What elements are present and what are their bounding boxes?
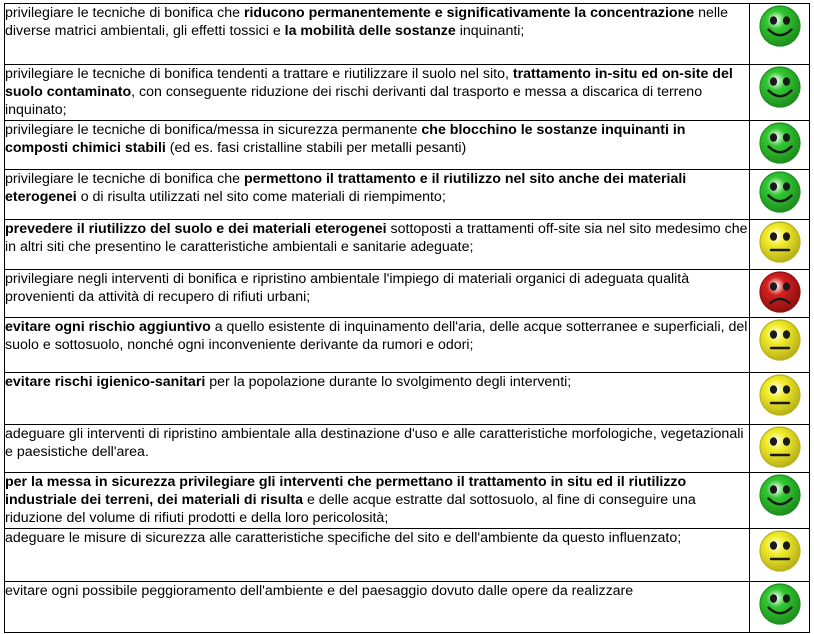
row-description [5,373,750,425]
text-segment: o di risulta utilizzati nel sito come materiali di riempimento; [76,189,446,205]
green-smiley-icon [758,4,802,48]
rating-cell [750,582,810,633]
table-row [5,170,810,220]
bold-text-segment: la mobilità delle sostanze [284,23,456,39]
table-row [5,220,810,270]
bold-text-segment: evitare rischi igienico-sanitari [5,374,206,390]
rating-cell [750,318,810,373]
row-description [5,220,750,270]
yellow-neutral-face-icon [758,425,802,469]
text-segment: , con conseguente riduzione dei rischi derivanti dal trasporto e messa a discarica di terreno inquinato; [5,84,703,118]
row-description [5,425,750,473]
rating-cell [750,529,810,582]
text-segment: e delle acque estratte dal sottosuolo, al fine di conseguire una riduzione del volume di rifiuti prodotti e della loro pericolosità; [5,492,696,526]
row-description [5,170,750,220]
row-description [5,473,750,529]
rating-cell [750,425,810,473]
red-frown-face-icon [758,270,802,314]
bold-text-segment: prevedere il riutilizzo del suolo e dei materiali eterogenei [5,221,387,237]
text-segment: privilegiare le tecniche di bonifica/messa in sicurezza permanente [5,122,422,138]
table-row [5,425,810,473]
row-description [5,318,750,373]
text-segment: inquinanti; [455,23,525,39]
text-segment: privilegiare le tecniche di bonifica che [5,171,244,187]
text-segment: nelle diverse matrici ambientali, gli effetti tossici e [5,5,729,39]
rating-cell [750,473,810,529]
text-segment: privilegiare le tecniche di bonifica tendenti a trattare e riutilizzare il suolo nel sito, [5,66,513,82]
table-row [5,582,810,633]
table-row [5,373,810,425]
table-row [5,270,810,318]
row-description [5,121,750,170]
row-description [5,4,750,65]
table-row [5,318,810,373]
bold-text-segment: che blocchino le sostanze inquinanti in composti chimici stabili [5,122,686,156]
bold-text-segment: evitare ogni rischio aggiuntivo [5,319,211,335]
row-description [5,582,750,633]
rating-cell [750,65,810,121]
table-row [5,529,810,582]
green-smiley-icon [758,121,802,165]
green-smiley-icon [758,170,802,214]
bold-text-segment: trattamento in-situ ed on-site del suolo contaminato [5,66,733,100]
yellow-neutral-face-icon [758,318,802,362]
text-segment: evitare ogni possibile peggioramento dell'ambiente e del paesaggio dovuto dalle opere da realizzare [5,583,634,599]
rating-cell [750,220,810,270]
criteria-table-body [5,4,810,633]
text-segment: sottoposti a trattamenti off-site sia nel sito medesimo che in altri siti che presentino le caratteristiche ambientali e sanitarie adeguate; [5,221,748,255]
yellow-neutral-face-icon [758,220,802,264]
table-row [5,473,810,529]
rating-cell [750,373,810,425]
text-segment: privilegiare le tecniche di bonifica che [5,5,244,21]
bold-text-segment: riducono permanentemente e significativamente la concentrazione [243,5,695,21]
text-segment: privilegiare negli interventi di bonifica e ripristino ambientale l'impiego di materiali organici di adeguata qualità provenienti da attività di recupero di rifiuti urbani; [5,271,690,305]
row-description [5,270,750,318]
table-row [5,121,810,170]
bold-text-segment: permettono il trattamento e il riutilizzo nel sito anche dei materiali eterogenei [5,171,687,205]
table-row [5,65,810,121]
yellow-neutral-face-icon [758,373,802,417]
text-segment: (ed es. fasi cristalline stabili per metalli pesanti) [165,140,467,156]
bold-text-segment: per la messa in sicurezza privilegiare gli interventi che permettano il trattamento in situ ed il riutilizzo industriale dei terreni, dei materiali di risulta [5,474,687,508]
row-description [5,65,750,121]
rating-cell [750,121,810,170]
text-segment: adeguare le misure di sicurezza alle caratteristiche specifiche del sito e dell'ambiente da questo influenzato; [5,530,682,546]
rating-cell [750,4,810,65]
table-row [5,4,810,65]
text-segment: adeguare gli interventi di ripristino ambientale alla destinazione d'uso e alle caratteristiche morfologiche, vegetazionali e paesistiche dell'area. [5,426,744,460]
text-segment: a quello esistente di inquinamento dell'aria, delle acque sotterranee e superficiali, del suolo e sottosuolo, nonché ogni inconveniente derivante da rumori e odori; [5,319,748,353]
criteria-table [4,3,810,633]
row-description [5,529,750,582]
rating-cell [750,270,810,318]
green-smiley-icon [758,65,802,109]
green-smiley-icon [758,582,802,626]
green-smiley-icon [758,473,802,517]
yellow-neutral-face-icon [758,529,802,573]
rating-cell [750,170,810,220]
text-segment: per la popolazione durante lo svolgimento degli interventi; [205,374,572,390]
